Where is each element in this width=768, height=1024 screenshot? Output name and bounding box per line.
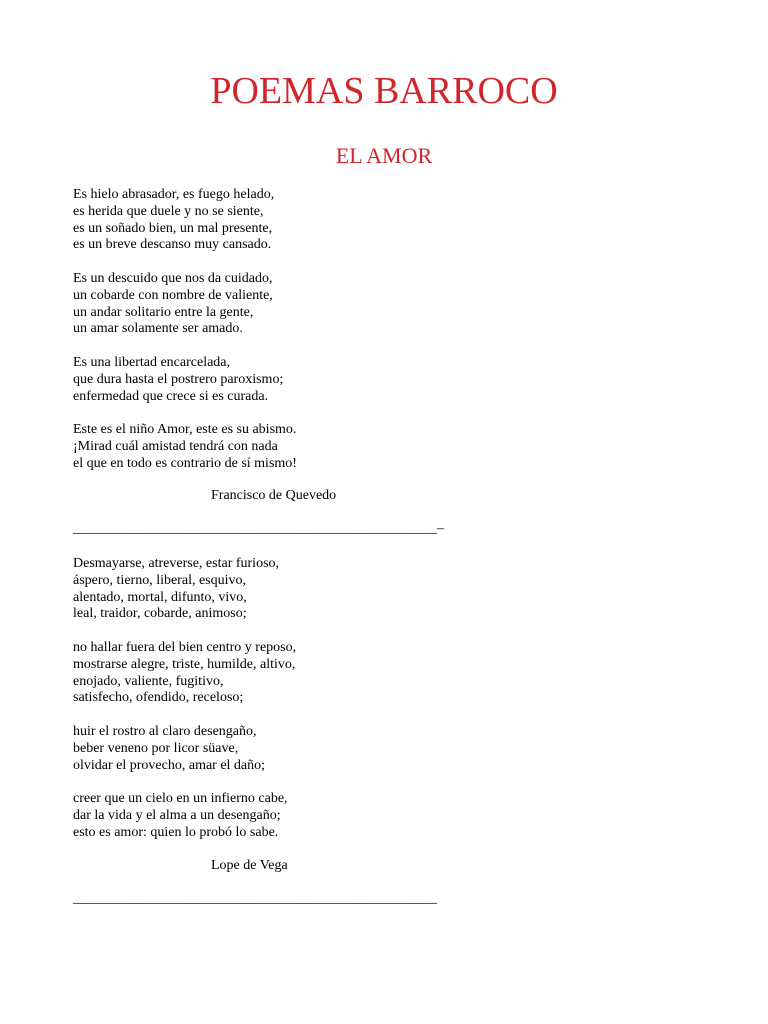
separator-line: ____________________________________________________– [73, 521, 444, 536]
poem-line: esto es amor: quien lo probó lo sabe. [73, 824, 279, 840]
poem-line: áspero, tierno, liberal, esquivo, [73, 572, 247, 588]
poem-line: es un soñado bien, un mal presente, [73, 220, 273, 236]
poem-line: que dura hasta el postrero paroxismo; [73, 371, 284, 387]
poem-stanza [73, 422, 693, 472]
poem-line: Desmayarse, atreverse, estar furioso, [73, 556, 280, 571]
poem-stanza [73, 187, 693, 254]
poem-stanza [73, 724, 693, 774]
poem-stanza [73, 271, 693, 338]
poem-stanza [73, 355, 693, 405]
poem-line: ¡Mirad cuál amistad tendrá con nada [73, 438, 278, 454]
poem-line: huir el rostro al claro desengaño, [73, 723, 257, 739]
poem-line: mostrarse alegre, triste, humilde, altivo, [73, 656, 296, 672]
separator-line: ____________________________________________________ [73, 891, 437, 906]
poem-line: creer que un cielo en un infierno cabe, [73, 791, 288, 807]
poem-line: olvidar el provecho, amar el daño; [73, 757, 266, 773]
poem-line: enfermedad que crece si es curada. [73, 388, 269, 404]
poem-line: el que en todo es contrario de sí mismo! [73, 455, 297, 471]
poem-author-lope-de-vega: Lope de Vega [211, 858, 288, 873]
poem-line: beber veneno por licor süave, [73, 740, 239, 756]
poem-line: alentado, mortal, difunto, vivo, [73, 589, 247, 605]
document-subtitle: EL AMOR [335, 143, 433, 168]
poem-stanza [73, 640, 693, 707]
poem-line: Es un descuido que nos da cuidado, [73, 270, 273, 286]
poem-line: un cobarde con nombre de valiente, [73, 287, 273, 303]
poem-line: es un breve descanso muy cansado. [73, 237, 272, 253]
poem-line: satisfecho, ofendido, receloso; [73, 690, 244, 706]
poem-line: un amar solamente ser amado. [73, 321, 243, 337]
document-title: POEMAS BARROCO [210, 70, 558, 112]
poem-author-quevedo: Francisco de Quevedo [211, 488, 337, 503]
poem-line: Es hielo abrasador, es fuego helado, [73, 187, 275, 202]
poem-line: no hallar fuera del bien centro y reposo, [73, 639, 297, 655]
poem-stanza [73, 791, 693, 841]
poem-lope-de-vega [73, 556, 693, 842]
poem-line: es herida que duele y no se siente, [73, 203, 264, 219]
poem-line: Este es el niño Amor, este es su abismo. [73, 422, 297, 438]
poem-line: Es una libertad encarcelada, [73, 354, 231, 370]
poem-line: leal, traidor, cobarde, animoso; [73, 606, 247, 622]
poem-line: dar la vida y el alma a un desengaño; [73, 807, 281, 823]
poem-quevedo [73, 187, 693, 473]
poem-line: enojado, valiente, fugitivo, [73, 673, 224, 689]
poem-line: un andar solitario entre la gente, [73, 304, 254, 320]
poem-stanza [73, 556, 693, 623]
